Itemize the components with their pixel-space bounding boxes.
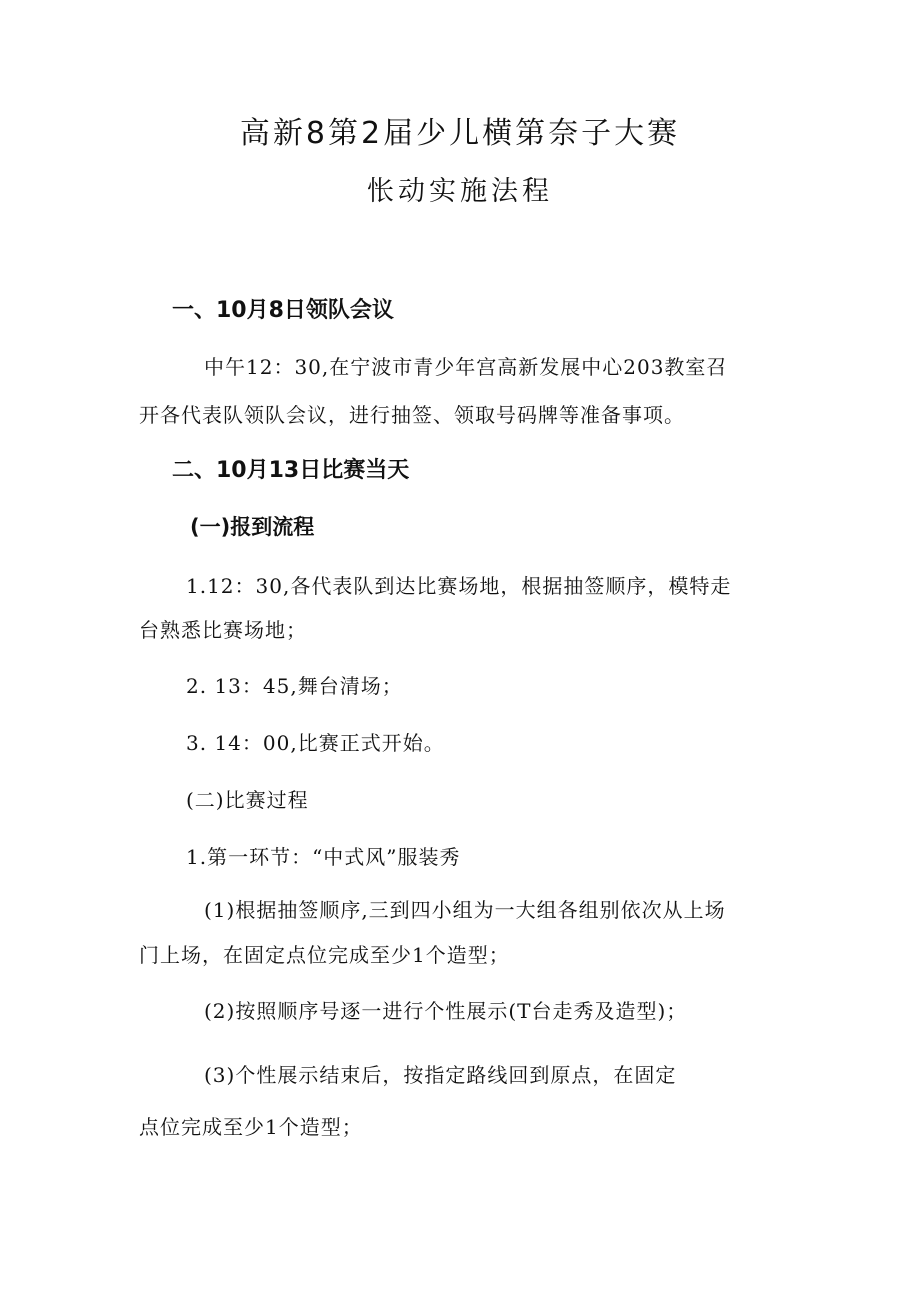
sub2-item3-line1: (3)个性展示结束后，按指定路线回到原点，在固定 (204, 1063, 677, 1087)
sub1-item1-line1: 1.12：30,各代表队到达比赛场地，根据抽签顺序，模特走 (186, 574, 732, 598)
sub2-item1-line1: (1)根据抽签顺序,三到四小组为一大组各组别依次从上场 (204, 898, 726, 922)
section1-heading: 一、10月8日领队会议 (172, 298, 394, 323)
section2-heading: 二、10月13日比赛当天 (172, 458, 410, 483)
sub2-item1-line2: 门上场，在固定点位完成至少1个造型； (139, 943, 510, 967)
document-subtitle: 怅动实施法程 (367, 176, 553, 207)
sub2-item2: (2)按照顺序号逐一进行个性展示(T台走秀及造型)； (204, 999, 688, 1023)
subsection2-heading: (二)比赛过程 (186, 788, 309, 812)
sub2-step1: 1.第一环节：“中式风”服装秀 (186, 845, 461, 869)
section1-paragraph-line1: 中午12：30,在宁波市青少年宫高新发展中心203教室召 (204, 355, 728, 379)
sub2-item3-line2: 点位完成至少1个造型； (139, 1115, 363, 1139)
sub1-item2: 2. 13：45,舞台清场； (186, 674, 403, 698)
document-title: 高新8第2届少儿横第奈子大赛 (239, 116, 681, 151)
sub1-item1-line2: 台熟悉比赛场地； (139, 618, 307, 642)
section1-paragraph-line2: 开各代表队领队会议，进行抽签、领取号码牌等准备事项。 (139, 403, 685, 427)
subsection1-heading: (一)报到流程 (190, 515, 315, 539)
sub1-item3: 3. 14：00,比赛正式开始。 (186, 731, 445, 755)
